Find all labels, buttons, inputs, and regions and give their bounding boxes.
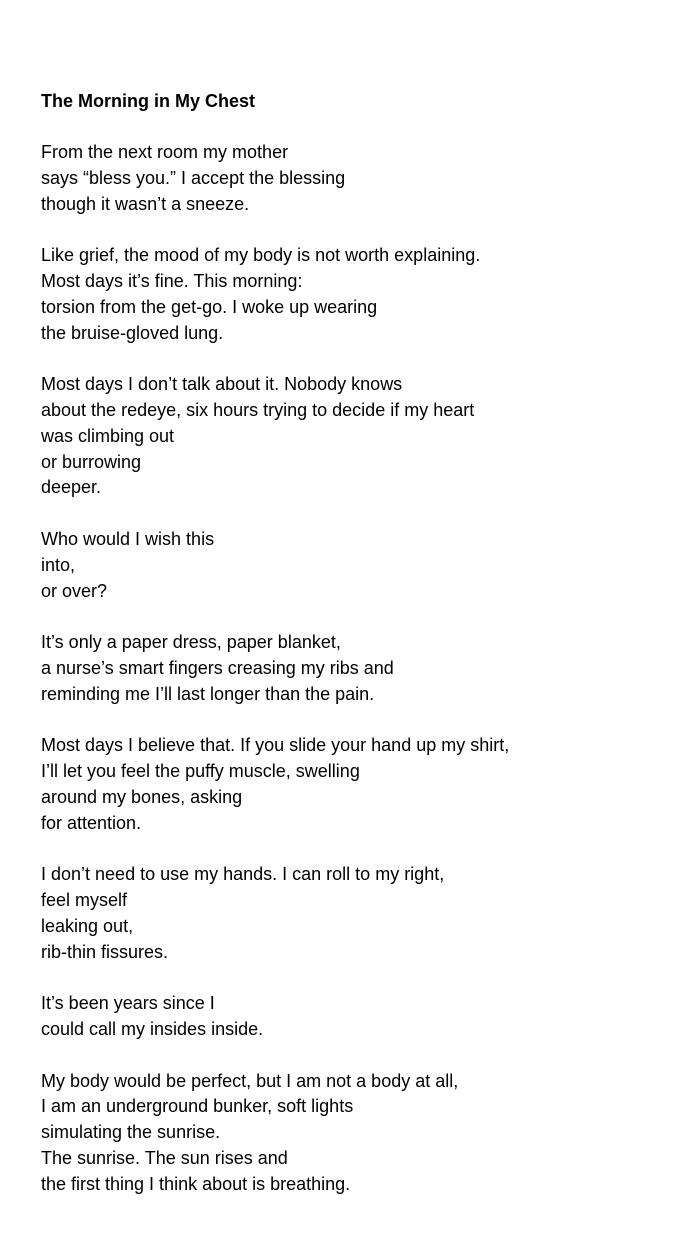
poem-line: into, xyxy=(41,554,76,575)
poem-line: leaking out, xyxy=(41,915,134,936)
poem-line: or over? xyxy=(41,580,108,601)
poem-line: simulating the sunrise. xyxy=(41,1122,221,1143)
poem-line: Most days I believe that. If you slide your hand up my shirt, xyxy=(41,735,510,756)
poem-line: feel myself xyxy=(41,890,128,911)
poem-line: It’s been years since I xyxy=(41,993,215,1014)
poem-stanza xyxy=(41,1069,671,1198)
poem-line: It’s only a paper dress, paper blanket, xyxy=(41,632,341,653)
poem-line: rib-thin fissures. xyxy=(41,941,169,962)
poem-line: torsion from the get-go. I woke up wearing xyxy=(41,296,378,317)
poem-line: though it wasn’t a sneeze. xyxy=(41,193,250,214)
poem-line: The sunrise. The sun rises and xyxy=(41,1148,288,1169)
poem-stanza xyxy=(41,527,671,604)
poem-line: I’ll let you feel the puffy muscle, swelling xyxy=(41,761,360,782)
poem-line: a nurse’s smart fingers creasing my ribs and xyxy=(41,657,394,678)
poem-line: says “bless you.” I accept the blessing xyxy=(41,167,346,188)
poem-line: could call my insides inside. xyxy=(41,1019,264,1040)
poem-line: From the next room my mother xyxy=(41,142,289,162)
poem-line: or burrowing xyxy=(41,451,142,472)
poem-stanza xyxy=(41,862,671,965)
poem-line: about the redeye, six hours trying to decide if my heart xyxy=(41,399,475,420)
poem-stanza xyxy=(41,243,671,346)
poem-body xyxy=(41,140,671,1198)
poem-stanza xyxy=(41,372,671,501)
poem-stanza xyxy=(41,630,671,707)
poem-line: I am an underground bunker, soft lights xyxy=(41,1096,354,1117)
poem-line: deeper. xyxy=(41,477,102,498)
poem-line: Like grief, the mood of my body is not worth explaining. xyxy=(41,245,481,266)
poem-stanza xyxy=(41,140,671,217)
poem-line: the first thing I think about is breathing. xyxy=(41,1173,351,1194)
poem-line: around my bones, asking xyxy=(41,786,243,807)
poem-line: was climbing out xyxy=(41,425,175,446)
poem-stanza xyxy=(41,991,671,1043)
poem-line: Most days I don’t talk about it. Nobody knows xyxy=(41,374,403,395)
poem-line: My body would be perfect, but I am not a body at all, xyxy=(41,1070,459,1091)
poem-document xyxy=(41,88,671,1223)
poem-line: for attention. xyxy=(41,812,142,833)
poem-line: reminding me I’ll last longer than the pain. xyxy=(41,683,375,704)
poem-stanza xyxy=(41,733,671,836)
poem-line: I don’t need to use my hands. I can roll to my right, xyxy=(41,864,445,885)
poem-line: Who would I wish this xyxy=(41,528,215,549)
poem-title: The Morning in My Chest xyxy=(41,91,255,111)
poem-line: the bruise-gloved lung. xyxy=(41,322,224,343)
poem-line: Most days it’s fine. This morning: xyxy=(41,270,303,291)
